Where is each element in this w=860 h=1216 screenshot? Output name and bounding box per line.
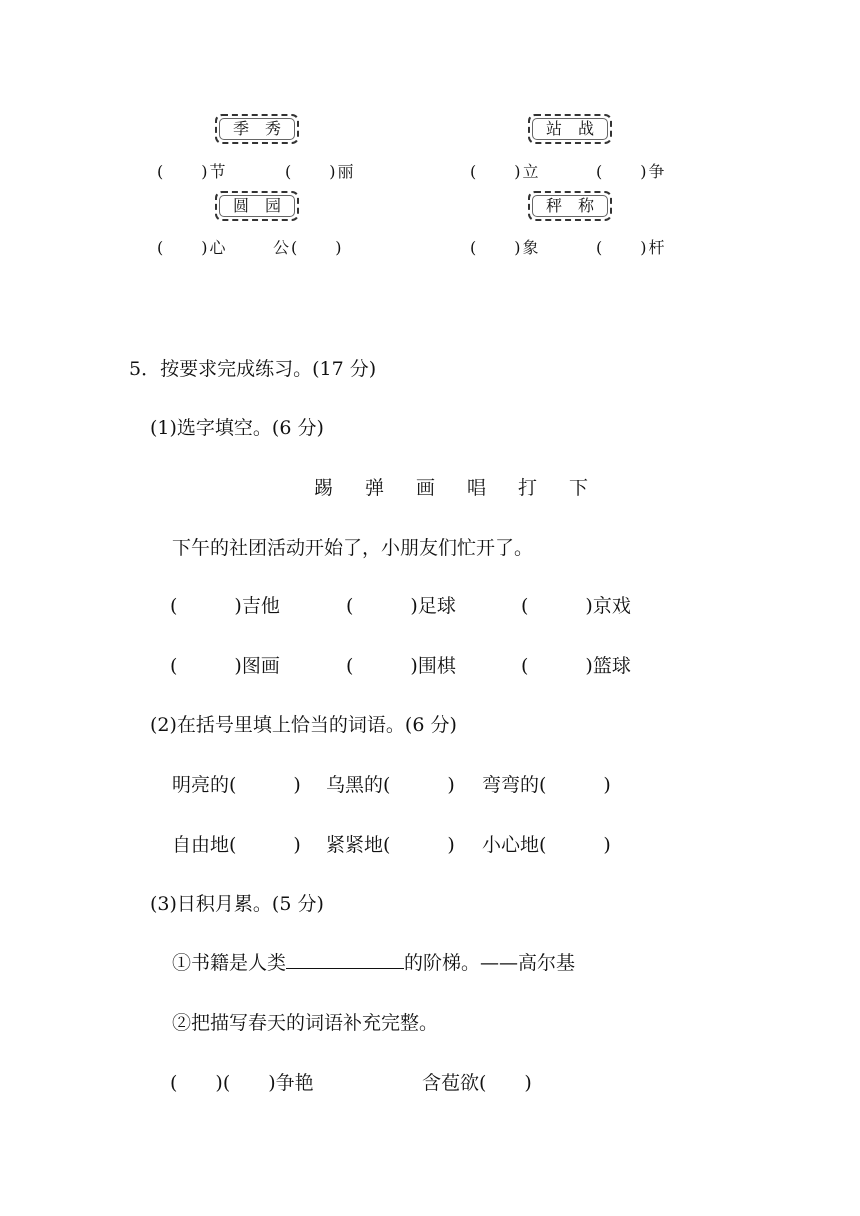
char-choice: 踢 <box>314 477 334 499</box>
fill-item: ( )篮球 <box>521 655 631 677</box>
fill-item: ( )围棋 <box>346 655 456 677</box>
spring-words-instruction: ②把描写春天的词语补充完整。 <box>172 1012 439 1034</box>
word-item: 弯弯的( ) <box>482 774 611 796</box>
word-item: 自由地( ) <box>172 834 301 856</box>
question-5-title: 5．按要求完成练习。(17 分) <box>129 358 377 380</box>
char-box-zhan-zhan: 站战 <box>528 114 612 144</box>
fill-item: ( )足球 <box>346 595 456 617</box>
char-choice: 打 <box>518 477 538 499</box>
char-choice: 唱 <box>467 477 487 499</box>
char-box-ji-xiu: 季秀 <box>215 114 299 144</box>
spring-idiom-1: ( )( )争艳 <box>170 1072 314 1094</box>
quote-prefix: ①书籍是人类 <box>172 952 287 974</box>
word-item: 小心地( ) <box>482 834 611 856</box>
word-item: 紧紧地( ) <box>326 834 455 856</box>
blank-zheng: ( )争 <box>596 162 667 181</box>
blank-gan: ( )杆 <box>596 238 667 257</box>
blank-xiang: ( )象 <box>470 238 541 257</box>
fill-item: ( )京戏 <box>521 595 631 617</box>
answer-blank <box>286 950 404 969</box>
char-choice-row <box>314 473 620 500</box>
context-sentence: 下午的社团活动开始了，小朋友们忙开了。 <box>172 537 534 559</box>
word-item: 乌黑的( ) <box>326 774 455 796</box>
quote-line <box>172 948 575 975</box>
word-item: 明亮的( ) <box>172 774 301 796</box>
fill-item: ( )图画 <box>170 655 280 677</box>
quote-suffix: 的阶梯。——高尔基 <box>404 952 576 974</box>
blank-xin: ( )心 <box>157 238 228 257</box>
blank-gong: 公( ) <box>273 238 344 257</box>
blank-li-stand: ( )立 <box>470 162 541 181</box>
sub1-title: (1)选字填空。(6 分) <box>150 417 324 439</box>
fill-item: ( )吉他 <box>170 595 280 617</box>
sub3-title: (3)日积月累。(5 分) <box>150 893 324 915</box>
sub2-title: (2)在括号里填上恰当的词语。(6 分) <box>150 714 457 736</box>
blank-li: ( )丽 <box>285 162 356 181</box>
char-box-cheng-cheng: 秤称 <box>528 191 612 221</box>
char-choice: 下 <box>569 477 589 499</box>
blank-jie: ( )节 <box>157 162 228 181</box>
char-choice: 弹 <box>365 477 385 499</box>
char-box-yuan-yuan: 圆园 <box>215 191 299 221</box>
spring-idiom-2: 含苞欲( ) <box>422 1072 532 1094</box>
char-choice: 画 <box>416 477 436 499</box>
